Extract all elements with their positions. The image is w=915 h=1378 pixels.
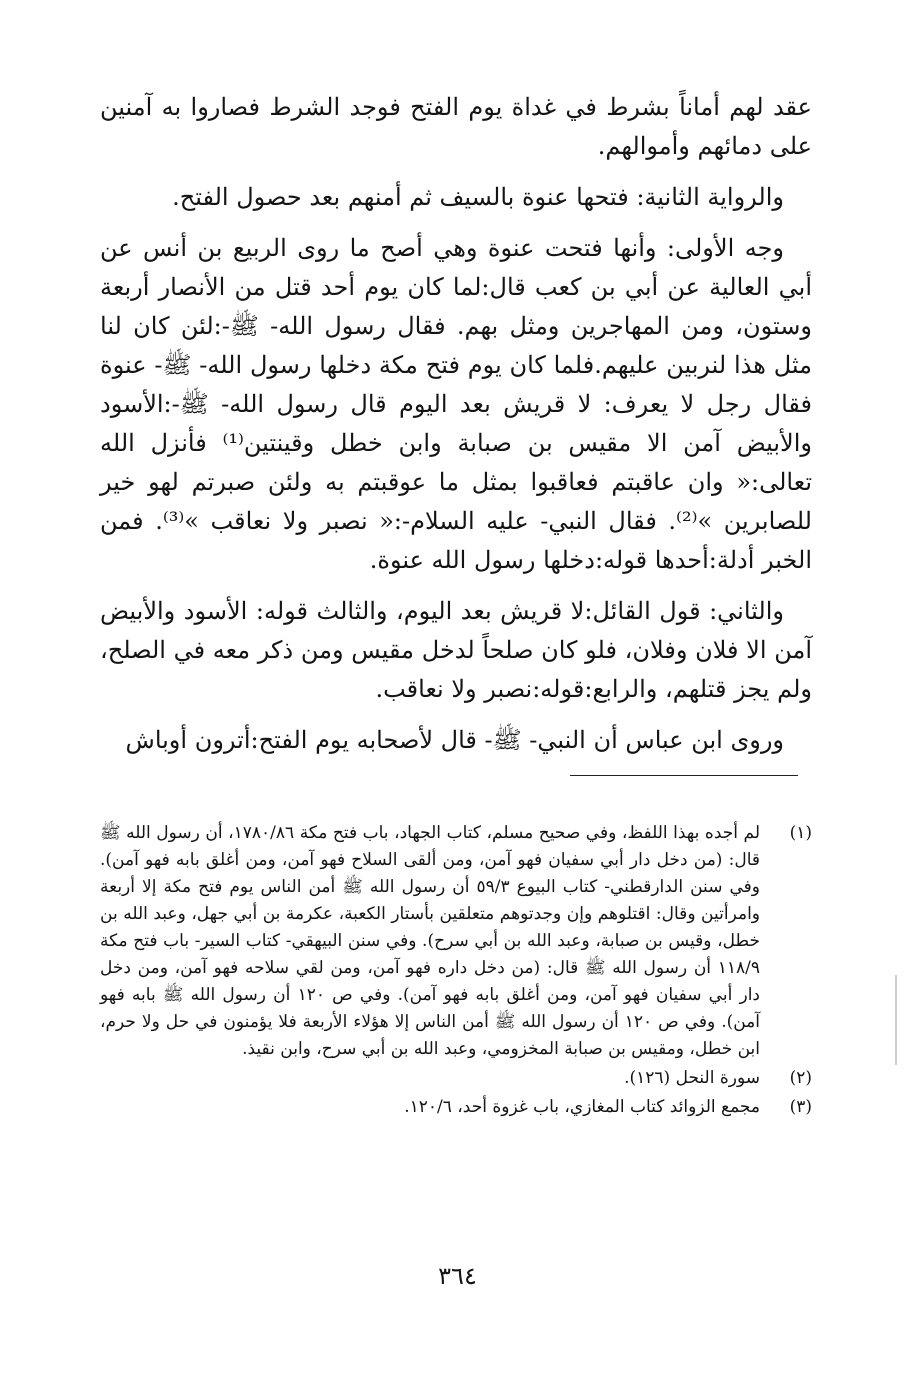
main-text	[100, 88, 812, 772]
paragraph: وجه الأولى: وأنها فتحت عنوة وهي أصح ما روى الربيع بن أنس عن أبي العالية عن أبي بن كعب قال:لما كان يوم أحد قتل من الأنصار أربعة وستون، ومن المهاجرين ومثل بهم. فقال رسول الله- ﷺ-:لئن كان لنا مثل هذا لنربين عليهم.فلما كان يوم فتح مكة دخلها رسول الله- ﷺ- عنوة فقال رجل لا يعرف: لا قريش بعد اليوم قال رسول الله- ﷺ-:الأسود والأبيض آمن الا مقيس بن صبابة وابن خطل وقينتين⁽¹⁾ فأنزل الله تعالى:« وان عاقبتم فعاقبوا بمثل ما عوقبتم به ولئن صبرتم لهو خير للصابرين »⁽²⁾. فقال النبي- عليه السلام-:« نصبر ولا نعاقب »⁽³⁾. فمن الخبر أدلة:أحدها قوله:دخلها رسول الله عنوة.	[100, 234, 812, 574]
paragraph: وروى ابن عباس أن النبي- ﷺ- قال لأصحابه يوم الفتح:أترون أوباش	[125, 726, 784, 754]
footnote-text: سورة النحل (١٢٦).	[624, 1068, 760, 1088]
footnote-number: (٢)	[789, 1068, 812, 1088]
footnote-separator	[570, 775, 798, 776]
paragraph: والثاني: قول القائل:لا قريش بعد اليوم، والثالث قوله: الأسود والأبيض آمن الا فلان وفلان، فلو كان صلحاً لدخل مقيس ومن ذكر معه في الصلح، ولم يجز قتلهم، والرابع:قوله:نصبر ولا نعاقب.	[100, 597, 812, 703]
footnote	[100, 820, 812, 1063]
footnote	[100, 1065, 812, 1092]
footnote-text: لم أجده بهذا اللفظ، وفي صحيح مسلم، كتاب الجهاد، باب فتح مكة ١٧٨٠/٨٦، أن رسول الله ﷺ قال: (من دخل دار أبي سفيان فهو آمن، ومن ألقى السلاح فهو آمن، ومن أغلق بابه فهو آمن). وفي سنن الدارقطني- كتاب البيوع ٥٩/٣ أن رسول الله ﷺ أمن الناس يوم فتح مكة إلا أربعة وامرأتين وقال: اقتلوهم وإن وجدتوهم متعلقين بأستار الكعبة، عكرمة بن أبي جهل، وعبد الله بن خطل، وقيس بن صبابة، وعبد الله بن أبي سرح). وفي سنن البيهقي- كتاب السير- باب فتح مكة ١١٨/٩ أن رسول الله ﷺ قال: (من دخل داره فهو آمن، ومن لقي سلاحه فهو آمن، ومن دخل دار أبي سفيان فهو آمن، ومن أغلق بابه فهو آمن). وفي ص ١٢٠ أن رسول الله ﷺ بابه فهو آمن). وفي ص ١٢٠ أن رسول الله ﷺ أمن الناس إلا هؤلاء الأربعة فلا يؤمنون في حل ولا حرم، ابن خطل، ومقيس بن صبابة المخزومي، وعبد الله بن أبي سرح، وابن نقيذ.	[100, 823, 761, 1059]
paragraph: عقد لهم أماناً بشرط في غداة يوم الفتح فوجد الشرط فصاروا به آمنين على دمائهم وأموالهم.	[100, 93, 812, 160]
scan-edge-mark	[895, 975, 897, 1065]
footnote-text: مجمع الزوائد كتاب المغازي، باب غزوة أحد، ١٢٠/٦.	[404, 1097, 760, 1117]
footnote	[100, 1094, 812, 1121]
page-number: ٣٦٤	[438, 1262, 477, 1290]
paragraph: والرواية الثانية: فتحها عنوة بالسيف ثم أمنهم بعد حصول الفتح.	[172, 183, 784, 211]
footnotes	[100, 820, 812, 1123]
footnote-number: (٣)	[789, 1097, 812, 1117]
footnote-number: (١)	[789, 823, 812, 843]
